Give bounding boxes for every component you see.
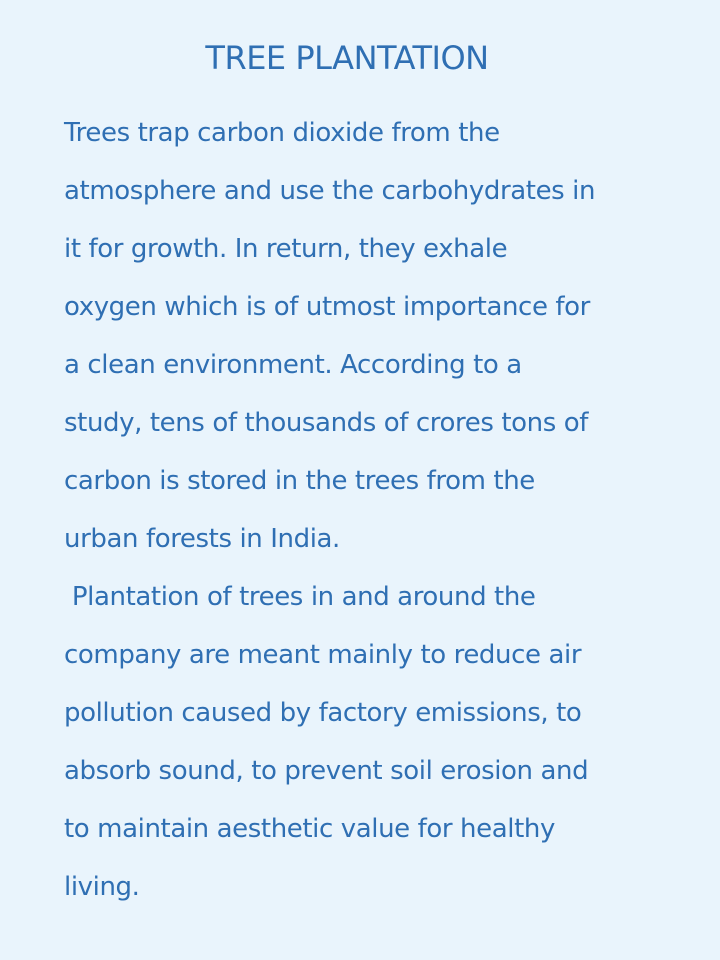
text-line: atmosphere and use the carbohydrates in (64, 176, 596, 206)
text-line: oxygen which is of utmost importance for (64, 292, 590, 322)
text-line: urban forests in India. (64, 524, 340, 554)
text-line: Trees trap carbon dioxide from the (64, 118, 500, 148)
body-text (64, 104, 684, 916)
text-line: to maintain aesthetic value for healthy (64, 814, 555, 844)
text-line: study, tens of thousands of crores tons of (64, 408, 588, 438)
text-line: absorb sound, to prevent soil erosion and (64, 756, 589, 786)
text-line: it for growth. In return, they exhale (64, 234, 508, 264)
text-line: living. (64, 872, 140, 902)
text-line: a clean environment. According to a (64, 350, 522, 380)
text-line: Plantation of trees in and around the (64, 582, 536, 612)
text-line: carbon is stored in the trees from the (64, 466, 535, 496)
page-title: TREE PLANTATION (205, 39, 489, 77)
text-line: pollution caused by factory emissions, to (64, 698, 582, 728)
text-line: company are meant mainly to reduce air (64, 640, 582, 670)
